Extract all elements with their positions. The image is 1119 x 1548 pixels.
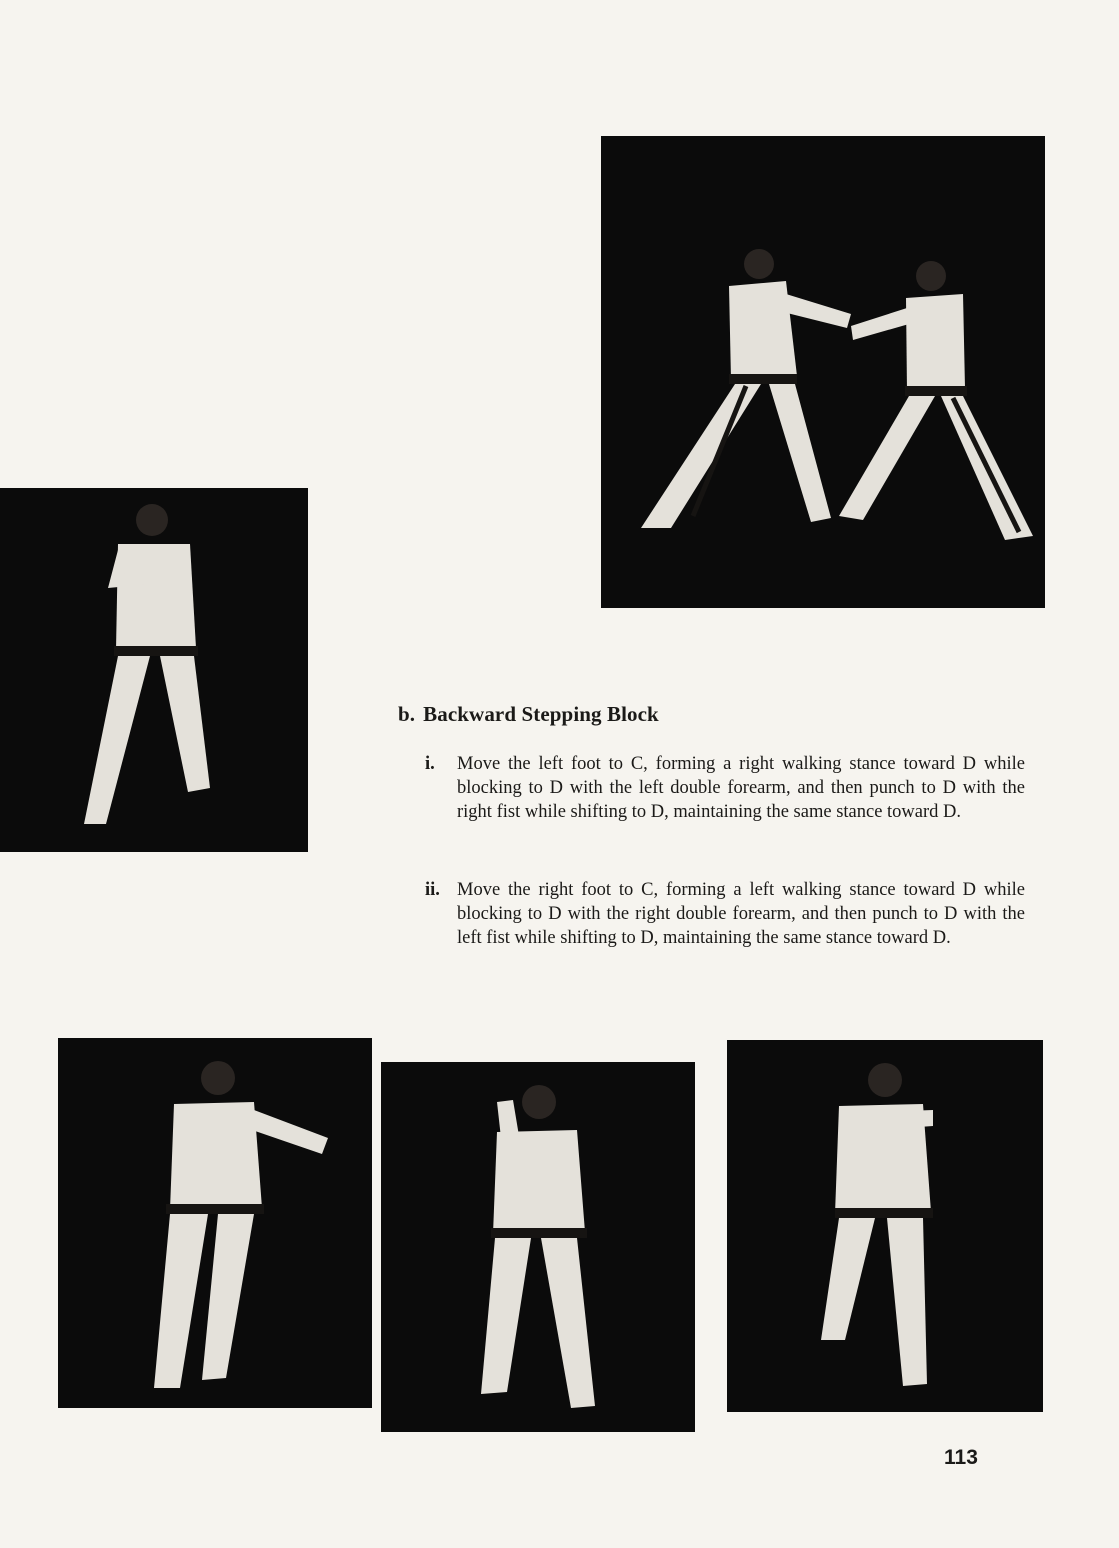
- step-marker: i.: [425, 754, 435, 774]
- section-number: b.: [398, 702, 416, 726]
- sequence-figure-1: [58, 1038, 372, 1408]
- page-number: 113: [944, 1446, 978, 1469]
- step-item-2: [425, 878, 1025, 950]
- step-item-1: [425, 752, 1025, 824]
- sparring-pair-figure: [601, 136, 1045, 608]
- photo-sparring-pair: [601, 136, 1045, 608]
- step-text: Move the right foot to C, forming a left walking stance toward D while blocking to D with the right double forearm, and then punch to D with the left fist while shifting to D, maintaining the same stance toward D.: [457, 880, 1025, 948]
- photo-sequence-1: [58, 1038, 372, 1408]
- photo-sequence-2: [381, 1062, 695, 1432]
- standing-figure: [0, 488, 308, 852]
- step-text: Move the left foot to C, forming a right walking stance toward D while blocking to D with the left double forearm, and then punch to D with the right fist while shifting to D, maintaining the same stance toward D.: [457, 754, 1025, 822]
- sequence-figure-2: [381, 1062, 695, 1432]
- step-marker: ii.: [425, 880, 440, 900]
- section-title: Backward Stepping Block: [423, 702, 659, 726]
- sequence-figure-3: [727, 1040, 1043, 1412]
- photo-standing-block-left: [0, 488, 308, 852]
- section-heading: [398, 702, 659, 727]
- photo-sequence-3: [727, 1040, 1043, 1412]
